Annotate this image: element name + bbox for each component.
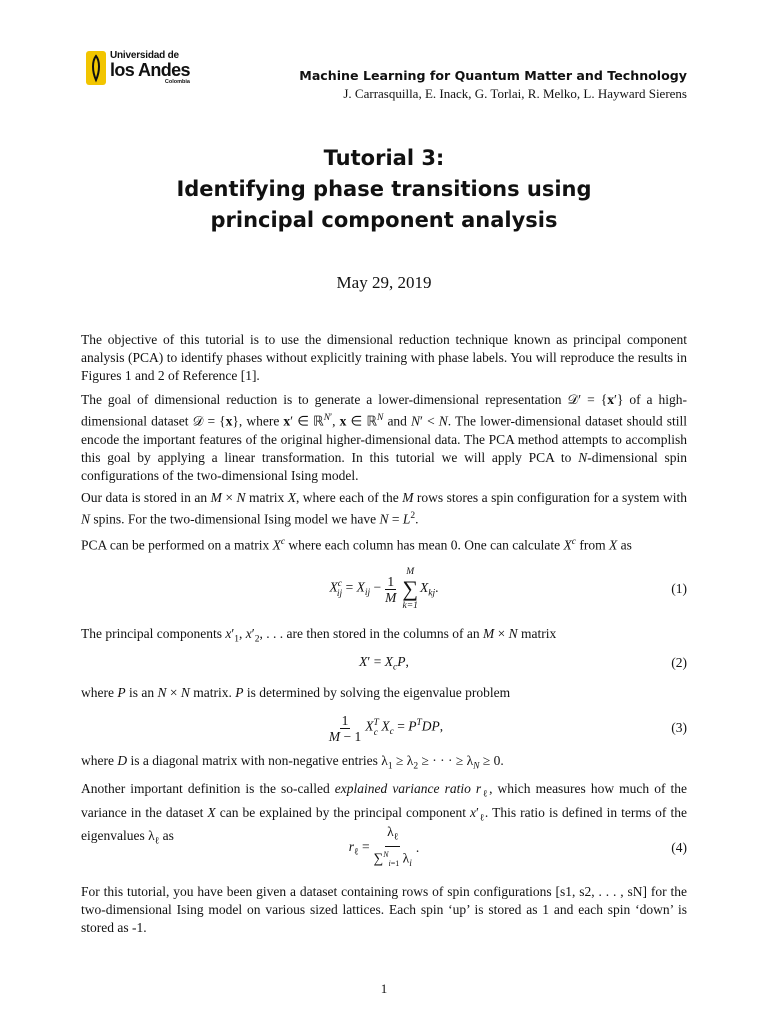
paragraph-objective: The objective of this tutorial is to use the dimensional reduction technique known as principal component analysis (PCA) to identify phases without explicitly training with phase labels. You will reproduce the results in Figures 1 and 2 of Reference [1]. — [81, 332, 687, 383]
page-number: 1 — [380, 981, 388, 996]
equation-3 — [81, 708, 687, 748]
los-andes-shield-icon — [86, 51, 106, 85]
paragraph-eigenvalue-problem: where P is an N × N matrix. P is determined by solving the eigenvalue problem — [81, 685, 511, 700]
logo-line-3: Colombia — [164, 79, 190, 85]
equation-number-2: (2) — [671, 655, 687, 670]
equation-4 — [81, 824, 687, 869]
paragraph-diagonal-matrix: where D is a diagonal matrix with non-negative entries $\lambda_1 \ge \lambda_2$ ≥ · · · ≥ $\lambda_N \ge 0$. — [81, 753, 504, 772]
title-line-1: Tutorial 3: — [323, 146, 445, 170]
logo-line-2: los Andes — [110, 60, 190, 80]
paragraph-goal: The goal of dimensional reduction is to generate a lower-dimensional representation 𝒟′ = {x′} of a high-dimensional dataset 𝒟 = {x}, where x′ ∈ ℝ$^{N'}$, x ∈ ℝ$^N$ and N′ < N. The lower-dimensional dataset should still encode the important features of the original higher-dimensional data. The PCA method attempts to accomplish this goal by applying a linear transformation. In this tutorial we will apply PCA to N-dimensional spin configurations of the two-dimensional Ising model. — [81, 392, 688, 483]
equation-3-body: $\frac{1}{M - 1}$ $X^T_c$ $X_c = P^TDP$, — [328, 712, 444, 744]
paragraph-principal-components: The principal components $x'_1$, $x'_2$, . . . are then stored in the columns of an M × N matrix — [81, 626, 557, 645]
course-title: Machine Learning for Quantum Matter and Technology — [299, 68, 687, 83]
equation-number-1: (1) — [671, 581, 687, 596]
title-line-2: Identifying phase transitions using — [176, 177, 592, 201]
equation-number-4: (4) — [671, 840, 687, 855]
author-list: J. Carrasquilla, E. Inack, G. Torlai, R. Melko, L. Hayward Sierens — [343, 86, 687, 101]
paragraph-explained-variance: Another important definition is the so-called explained variance ratio $r_\ell$, which measures how much of the variance in the dataset X can be explained by the principal component $x'_\ell$. This ratio is defined in terms of the eigenvalues $\lambda_\ell$ as — [81, 781, 688, 848]
equation-2 — [81, 652, 687, 674]
equation-1-body: $X^c_{ij} = X_{ij}$ − $\frac{1}{M}$ M ∑ k=1 $X_{kj}$. — [329, 567, 439, 611]
paragraph-pca-centering: PCA can be performed on a matrix $X^c$ where each column has mean 0. One can calculate $X^c$ from X as — [81, 537, 632, 553]
document-date: May 29, 2019 — [336, 273, 432, 292]
document-title — [0, 143, 768, 236]
equation-1 — [81, 566, 687, 612]
paragraph-data-matrix: Our data is stored in an M × N matrix X, where each of the M rows stores a spin configuration for a system with N spins. For the two-dimensional Ising model we have $N = L^2$. — [81, 490, 688, 527]
equation-number-3: (3) — [671, 720, 687, 735]
logo-line-1: Universidad de — [110, 50, 179, 61]
equation-4-body: $r_\ell$ = $\frac{\lambda_\ell}{\sum^N_{i=1} \lambda_i}$ . — [348, 824, 420, 869]
page-header — [299, 67, 687, 103]
title-line-3: principal component analysis — [210, 208, 558, 232]
equation-2-body: $X' = X_cP$, — [359, 653, 409, 673]
paragraph-dataset: For this tutorial, you have been given a dataset containing rows of spin configurations [s1, s2, . . . , sN] for the two-dimensional Ising model on various sized lattices. Each spin ‘up’ is stored as 1 and each spin ‘down’ is stored as -1. — [81, 884, 687, 935]
university-logo — [86, 51, 190, 86]
